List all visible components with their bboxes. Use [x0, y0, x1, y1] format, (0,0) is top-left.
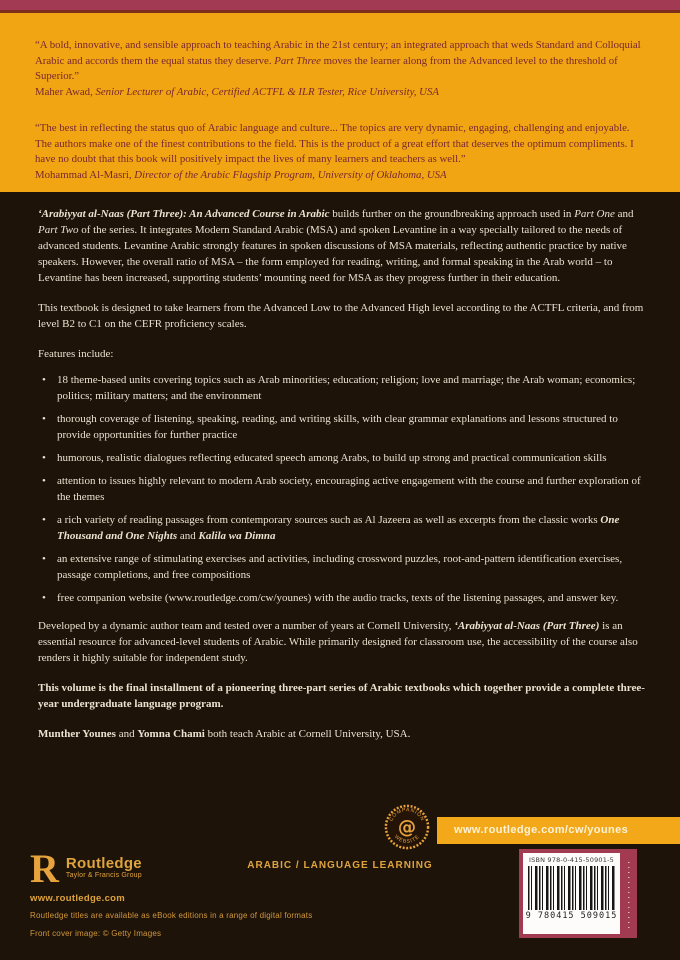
- overview-paragraph: ‘Arabiyyat al-Naas (Part Three): An Advanced Course in Arabic builds further on the groundbreaking approach used in Part One and Part Two of the series. It integrates Modern Standard Arabic (MSA) and spoken Levantine in a way specially tailored to the needs of advanced students. Levantine Arabic strongly features in spoken discussions of MSA materials, reflecting authentic practice by native speakers. However, the overall ratio of MSA – the form employed for reading, writing, and formal speaking in the Arab world – to Levantine has been increased, supporting students’ mounting need for MSA as they progress further in their education.: [38, 208, 634, 284]
- endorsement-attribution-2: Mohammad Al-Masri, Director of the Arabic Flagship Program, University of Oklahoma, USA: [35, 168, 447, 181]
- publisher-url: www.routledge.com: [30, 893, 126, 904]
- companion-url-bar: [437, 817, 680, 844]
- publisher-name: Routledge: [65, 855, 142, 872]
- isbn-inner-panel: [523, 853, 620, 934]
- feature-item: • attention to issues highly relevant to modern Arab society, encouraging active engagement with the course and further exploration of the themes: [40, 473, 650, 505]
- endorsement-attribution-1: Maher Awad, Senior Lecturer of Arabic, Certified ACTFL & ILR Tester, Rice University, USA: [35, 85, 439, 98]
- level-paragraph: This textbook is designed to take learners from the Advanced Low to the Advanced High level according to the ACTFL criteria, and from level B2 to C1 on the CEFR proficiency scales.: [38, 302, 644, 330]
- feature-item: • an extensive range of stimulating exercises and activities, including crossword puzzles, root-and-pattern identification exercises, passage completions, and free compositions: [40, 551, 650, 583]
- feature-item: • free companion website (www.routledge.com/cw/younes) with the audio tracks, texts of the listening passages, and answer key.: [40, 590, 650, 606]
- routledge-logo: [30, 846, 142, 891]
- features-list: [40, 372, 650, 606]
- routledge-r-icon: R: [30, 846, 59, 891]
- routledge-wordmark: [66, 851, 142, 881]
- development-paragraph: Developed by a dynamic author team and tested over a number of years at Cornell University, ‘Arabiyyat al-Naas (Part Three) is an essential resource for advanced-level students of Arabic. While primarily designed for classroom use, the accessibility of the course also renders it highly suitable for independent study.: [38, 620, 638, 664]
- badge-bottom-label: WEBSITE: [393, 833, 421, 845]
- endorsement-quote-2: “The best in reflecting the status quo of Arabic language and culture... The topics are very dynamic, engaging, challenging and enjoyable. The authors make one of the finest contributions to the field. This is the product of a great effort that deserves the optimum compliments. I have no doubt that this book will positively impact the lives of many learners and teachers as well.”: [35, 122, 634, 165]
- endorsements-panel: [0, 13, 680, 192]
- feature-item: • thorough coverage of listening, speaking, reading, and writing skills, with clear grammar explanations and lessons structured to provide opportunities for further practice: [40, 411, 650, 443]
- features-heading: Features include:: [38, 348, 114, 360]
- ebook-availability-note: Routledge titles are available as eBook editions in a range of digital formats: [30, 911, 313, 920]
- description-section: [0, 192, 680, 742]
- badge-top-label: COMPANION: [388, 807, 426, 823]
- isbn-block: [519, 849, 637, 938]
- category-label: ARABIC / LANGUAGE LEARNING: [247, 860, 433, 871]
- companion-website-badge: [384, 804, 430, 855]
- barcode-image: [528, 866, 615, 910]
- feature-item: • a rich variety of reading passages from contemporary sources such as Al Jazeera as well as excerpts from the classic works One Thousand and One Nights and Kalila wa Dimna: [40, 512, 650, 544]
- feature-item: • humorous, realistic dialogues reflecting educated speech among Arabs, to build up strong and practical communication skills: [40, 450, 650, 466]
- barcode-side-strip: [623, 859, 634, 928]
- feature-item: • 18 theme-based units covering topics such as Arab minorities; education; religion; love and marriage; the Arab woman; economics; politics; military matters; and the environment: [40, 372, 650, 404]
- isbn-digits: 9 780415 509015: [525, 911, 618, 921]
- series-paragraph: This volume is the final installment of a pioneering three-part series of Arabic textbooks which together provide a complete three-year undergraduate language program.: [38, 682, 645, 710]
- isbn-label: ISBN 978-0-415-50901-5: [529, 856, 614, 864]
- taylor-francis-line: Taylor & Francis Group: [65, 872, 142, 879]
- companion-url: www.routledge.com/cw/younes: [454, 824, 629, 836]
- top-accent-strip: [0, 0, 680, 13]
- cover-image-credit: Front cover image: © Getty Images: [30, 929, 162, 938]
- at-icon: @: [397, 817, 417, 839]
- endorsement-quote-1: “A bold, innovative, and sensible approach to teaching Arabic in the 21st century; an integrated approach that weds Standard and Colloquial Arabic and accords them the equal status they deserve. Part Three moves the learner along from the Advanced level to the threshold of Superior.”: [35, 39, 641, 82]
- authors-line: Munther Younes and Yomna Chami both teach Arabic at Cornell University, USA.: [38, 728, 411, 740]
- companion-website-seal-icon: [384, 804, 430, 850]
